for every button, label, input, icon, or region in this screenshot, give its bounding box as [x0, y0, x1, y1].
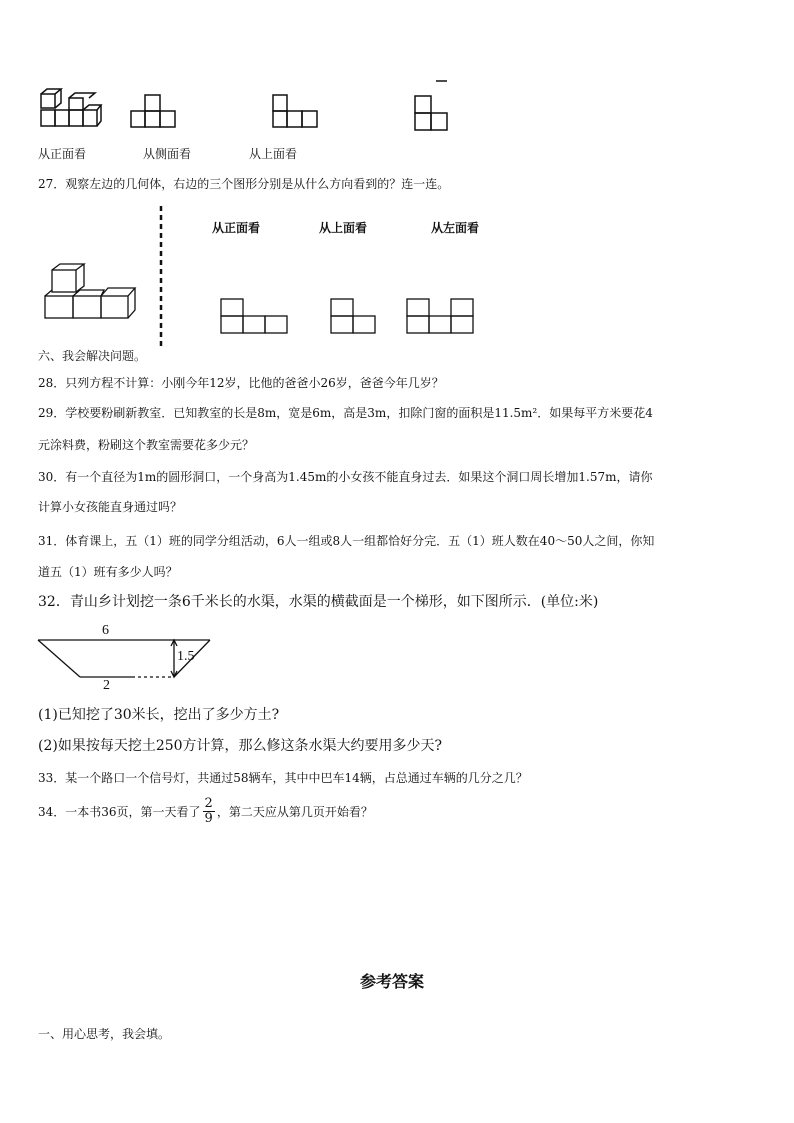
label-side-view: 从侧面看: [143, 147, 192, 161]
question-28: 28．只列方程不计算：小刚今年12岁，比他的爸爸小26岁，爸爸今年几岁？: [38, 376, 444, 390]
question-31-line-2: 道五（1）班有多少人吗？: [38, 565, 178, 579]
question-29-line-2: 元涂料费，粉刷这个教室需要花多少元？: [38, 438, 255, 452]
question-31-line-1: 31．体育课上，五（1）班的同学分组活动，6人一组或8人一组都恰好分完．五（1）班人数在40～50人之间，你知: [38, 534, 655, 548]
question-29-line-1: 29．学校要粉刷新教室．已知教室的长是8m，宽是6m，高是3m，扣除门窗的面积是11.5m²．如果每平方米要花4: [38, 406, 653, 420]
trapezoid-height-label: 1.5: [177, 649, 195, 664]
question-32-sub-2: (2)如果按每天挖土250方计算，那么修这条水渠大约要用多少天?: [38, 738, 443, 754]
top-view-shape-3: [414, 80, 448, 132]
question-34: [38, 797, 373, 826]
top-view-shape-1: [130, 94, 176, 128]
q27-view-shape-3: [406, 298, 474, 334]
question-27: 27．观察左边的几何体，右边的三个图形分别是从什么方向看到的？连一连。: [38, 177, 450, 191]
question-30-line-1: 30．有一个直径为1m的圆形洞口，一个身高为1.45m的小女孩不能直身过去．如果这个洞口周长增加1.57m，请你: [38, 470, 653, 484]
fraction-denominator: 9: [204, 811, 213, 826]
label-top-view: 从上面看: [249, 147, 298, 161]
top-solid-figure: [40, 88, 102, 130]
label-front-view: 从正面看: [38, 147, 87, 161]
question-33: 33．某一个路口一个信号灯，共通过58辆车，其中中巴车14辆，占总通过车辆的几分之几？: [38, 771, 528, 785]
q27-header-front: 从正面看: [212, 221, 261, 235]
question-34-suffix: ，第二天应从第几页开始看？: [216, 804, 373, 819]
question-32: 32．青山乡计划挖一条6千米长的水渠，水渠的横截面是一个梯形，如下图所示．(单位:米): [38, 594, 599, 610]
dashed-divider: [159, 206, 163, 346]
q27-view-shape-2: [330, 298, 376, 334]
section-6-title: 六、我会解决问题。: [38, 349, 147, 363]
answers-title: 参考答案: [360, 972, 425, 991]
trapezoid-bottom-label: 2: [103, 678, 110, 693]
trapezoid-top-label: 6: [102, 623, 109, 638]
answers-section-1: 一、用心思考，我会填。: [38, 1027, 171, 1041]
q27-header-left: 从左面看: [431, 221, 480, 235]
q27-view-shape-1: [220, 298, 288, 334]
q27-header-top: 从上面看: [319, 221, 368, 235]
question-30-line-2: 计算小女孩能直身通过吗？: [38, 500, 183, 514]
question-32-sub-1: (1)已知挖了30米长，挖出了多少方土?: [38, 707, 280, 723]
q27-solid-figure: [42, 262, 138, 322]
question-34-prefix: 34．一本书36页，第一天看了: [38, 804, 201, 819]
top-view-shape-2: [272, 94, 318, 128]
fraction-numerator: 2: [204, 796, 213, 811]
fraction: [203, 797, 215, 826]
